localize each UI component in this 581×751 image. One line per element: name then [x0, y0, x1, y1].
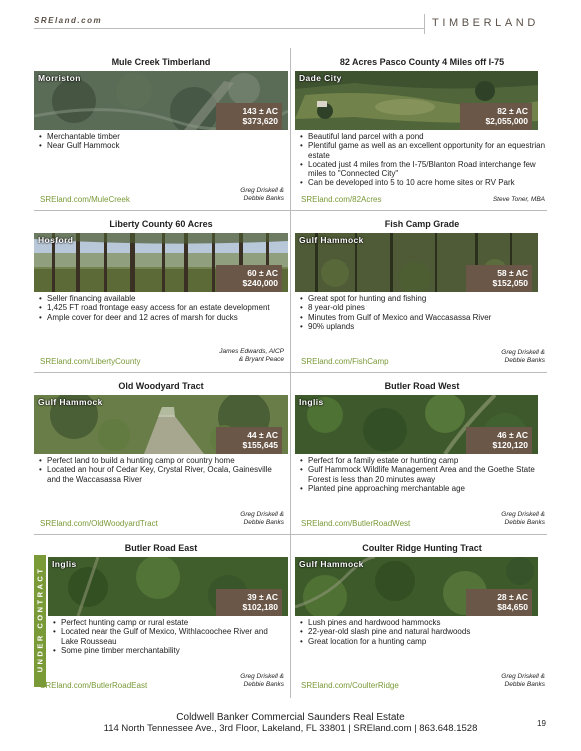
location-label: Dade City [299, 73, 342, 83]
agent-names [240, 187, 284, 203]
listing-photo[interactable] [295, 233, 538, 292]
price-label: $152,050 [492, 278, 528, 288]
listing-photo[interactable] [48, 557, 288, 616]
feature-item: • Plentiful game as well as an excellent opportunity for an equestrian estate [299, 141, 547, 160]
feature-item: • Seller financing available [38, 294, 286, 303]
column-divider [290, 48, 291, 698]
listing-title: Butler Road East [124, 543, 198, 553]
feature-item: • Near Gulf Hammock [38, 141, 286, 150]
agent-line: & Bryant Peace [238, 356, 284, 363]
row-divider [34, 210, 547, 211]
feature-list [299, 618, 547, 646]
footer-contact: 114 North Tennessee Ave., 3rd Floor, Lakeland, FL 33801 | SREland.com | 863.648.1528 [103, 723, 478, 734]
price-label: $373,620 [242, 116, 278, 126]
feature-item: • 1,425 FT road frontage easy access for an estate development [38, 303, 286, 312]
row-divider [34, 372, 547, 373]
price-label: $120,120 [492, 440, 528, 450]
price-badge [466, 427, 532, 454]
agent-names [493, 196, 545, 204]
agent-line: James Edwards, AICP [219, 348, 284, 355]
feature-item: • Minutes from Gulf of Mexico and Waccasassa River [299, 313, 547, 322]
feature-list [38, 294, 286, 322]
agent-line: Greg Driskell & [240, 187, 284, 194]
feature-item: • 8 year-old pines [299, 303, 547, 312]
location-label: Gulf Hammock [38, 397, 103, 407]
listing-url[interactable]: SREland.com/OldWoodyardTract [40, 519, 158, 528]
location-label: Inglis [52, 559, 77, 569]
listing-url[interactable]: SREland.com/MuleCreek [40, 195, 130, 204]
acres-label: 28 ± AC [497, 592, 528, 602]
agent-line: Greg Driskell & [501, 349, 545, 356]
feature-list [38, 456, 286, 484]
listing-url[interactable]: SREland.com/LibertyCounty [40, 357, 141, 366]
agent-names [501, 349, 545, 365]
agent-line: Debbie Banks [504, 519, 545, 526]
listing-title: Mule Creek Timberland [111, 57, 211, 67]
feature-item: • 22-year-old slash pine and natural hardwoods [299, 627, 547, 636]
acres-label: 44 ± AC [247, 430, 278, 440]
feature-item: • Great location for a hunting camp [299, 637, 547, 646]
feature-list [299, 132, 547, 188]
listing-card [295, 543, 549, 693]
listing-title: 82 Acres Pasco County 4 Miles off I-75 [339, 57, 505, 67]
row-divider [34, 534, 547, 535]
header-rule [34, 28, 424, 29]
price-badge [466, 589, 532, 616]
agent-line: Greg Driskell & [240, 511, 284, 518]
acres-label: 60 ± AC [247, 268, 278, 278]
agent-line: Debbie Banks [243, 519, 284, 526]
location-label: Gulf Hammock [299, 235, 364, 245]
location-label: Morriston [38, 73, 81, 83]
site-name: SREland.com [34, 16, 103, 25]
listing-photo[interactable] [34, 233, 288, 292]
section-title: TIMBERLAND [432, 17, 539, 29]
price-badge [466, 265, 532, 292]
listing-url[interactable]: SREland.com/FishCamp [301, 357, 389, 366]
agent-line: Debbie Banks [243, 681, 284, 688]
feature-item: • Lush pines and hardwood hammocks [299, 618, 547, 627]
agent-names [501, 673, 545, 689]
feature-list [299, 294, 547, 331]
feature-item: • Some pine timber merchantability [52, 646, 286, 655]
feature-item: • Can be developed into 5 to 10 acre home sites or RV Park [299, 178, 547, 187]
feature-item: • Located an hour of Cedar Key, Crystal River, Ocala, Gainesville and the Waccasassa River [38, 465, 286, 484]
feature-item: • Perfect hunting camp or rural estate [52, 618, 286, 627]
page-number: 19 [537, 719, 546, 728]
agent-line: Greg Driskell & [240, 673, 284, 680]
listing-photo[interactable] [295, 71, 538, 130]
location-label: Inglis [299, 397, 324, 407]
feature-item: • Merchantable timber [38, 132, 286, 141]
feature-list [38, 132, 286, 151]
listing-card [295, 381, 549, 531]
listing-card [34, 57, 288, 207]
footer-company: Coldwell Banker Commercial Saunders Real Estate [176, 712, 405, 723]
location-label: Gulf Hammock [299, 559, 364, 569]
listing-card [295, 219, 549, 369]
price-badge [216, 427, 282, 454]
price-badge [460, 103, 532, 130]
feature-item: • Planted pine approaching merchantable age [299, 484, 547, 493]
feature-item: • Gulf Hammock Wildlife Management Area and the Goethe State Forest is less than 20 minutes away [299, 465, 547, 484]
feature-item: • Beautiful land parcel with a pond [299, 132, 547, 141]
agent-names [240, 511, 284, 527]
feature-item: • 90% uplands [299, 322, 547, 331]
price-label: $2,055,000 [485, 116, 528, 126]
price-label: $84,650 [497, 602, 528, 612]
feature-item: • Ample cover for deer and 12 acres of marsh for ducks [38, 313, 286, 322]
listing-card [295, 57, 549, 207]
under-contract-label: UNDER CONTRACT [35, 566, 45, 673]
listing-url[interactable]: SREland.com/ButlerRoadEast [40, 681, 148, 690]
listing-url[interactable]: SREland.com/ButlerRoadWest [301, 519, 411, 528]
agent-line: Steve Toner, MBA [492, 196, 545, 203]
listing-photo[interactable] [295, 557, 538, 616]
listing-title: Coulter Ridge Hunting Tract [362, 543, 482, 553]
listing-card [34, 381, 288, 531]
feature-item: • Perfect land to build a hunting camp or country home [38, 456, 286, 465]
feature-list [299, 456, 547, 493]
agent-line: Debbie Banks [504, 681, 545, 688]
price-label: $102,180 [242, 602, 278, 612]
agent-line: Debbie Banks [243, 195, 284, 202]
listing-url[interactable]: SREland.com/82Acres [301, 195, 382, 204]
acres-label: 46 ± AC [497, 430, 528, 440]
acres-label: 39 ± AC [247, 592, 278, 602]
price-label: $240,000 [242, 278, 278, 288]
listing-card [34, 219, 288, 369]
agent-line: Greg Driskell & [501, 511, 545, 518]
feature-list [52, 618, 286, 655]
listing-photo[interactable] [34, 395, 288, 454]
price-label: $155,645 [242, 440, 278, 450]
acres-label: 58 ± AC [497, 268, 528, 278]
listing-card [34, 543, 288, 693]
listing-photo[interactable] [34, 71, 288, 130]
listing-photo[interactable] [295, 395, 538, 454]
listing-title: Fish Camp Grade [384, 219, 460, 229]
agent-names [501, 511, 545, 527]
feature-item: • Located just 4 miles from the I-75/Blanton Road interchange few miles to "Connected City" [299, 160, 547, 179]
agent-line: Greg Driskell & [501, 673, 545, 680]
listing-title: Old Woodyard Tract [118, 381, 204, 391]
listing-title: Butler Road West [384, 381, 460, 391]
agent-line: Debbie Banks [504, 357, 545, 364]
listing-title: Liberty County 60 Acres [109, 219, 213, 229]
feature-item: • Great spot for hunting and fishing [299, 294, 547, 303]
agent-names [219, 348, 284, 364]
agent-names [240, 673, 284, 689]
location-label: Hosford [38, 235, 74, 245]
price-badge [216, 589, 282, 616]
price-badge [216, 103, 282, 130]
listing-url[interactable]: SREland.com/CoulterRidge [301, 681, 399, 690]
acres-label: 143 ± AC [242, 106, 278, 116]
feature-item: • Located near the Gulf of Mexico, Withlacoochee River and Lake Rousseau [52, 627, 286, 646]
acres-label: 82 ± AC [497, 106, 528, 116]
feature-item: • Perfect for a family estate or hunting camp [299, 456, 547, 465]
price-badge [216, 265, 282, 292]
